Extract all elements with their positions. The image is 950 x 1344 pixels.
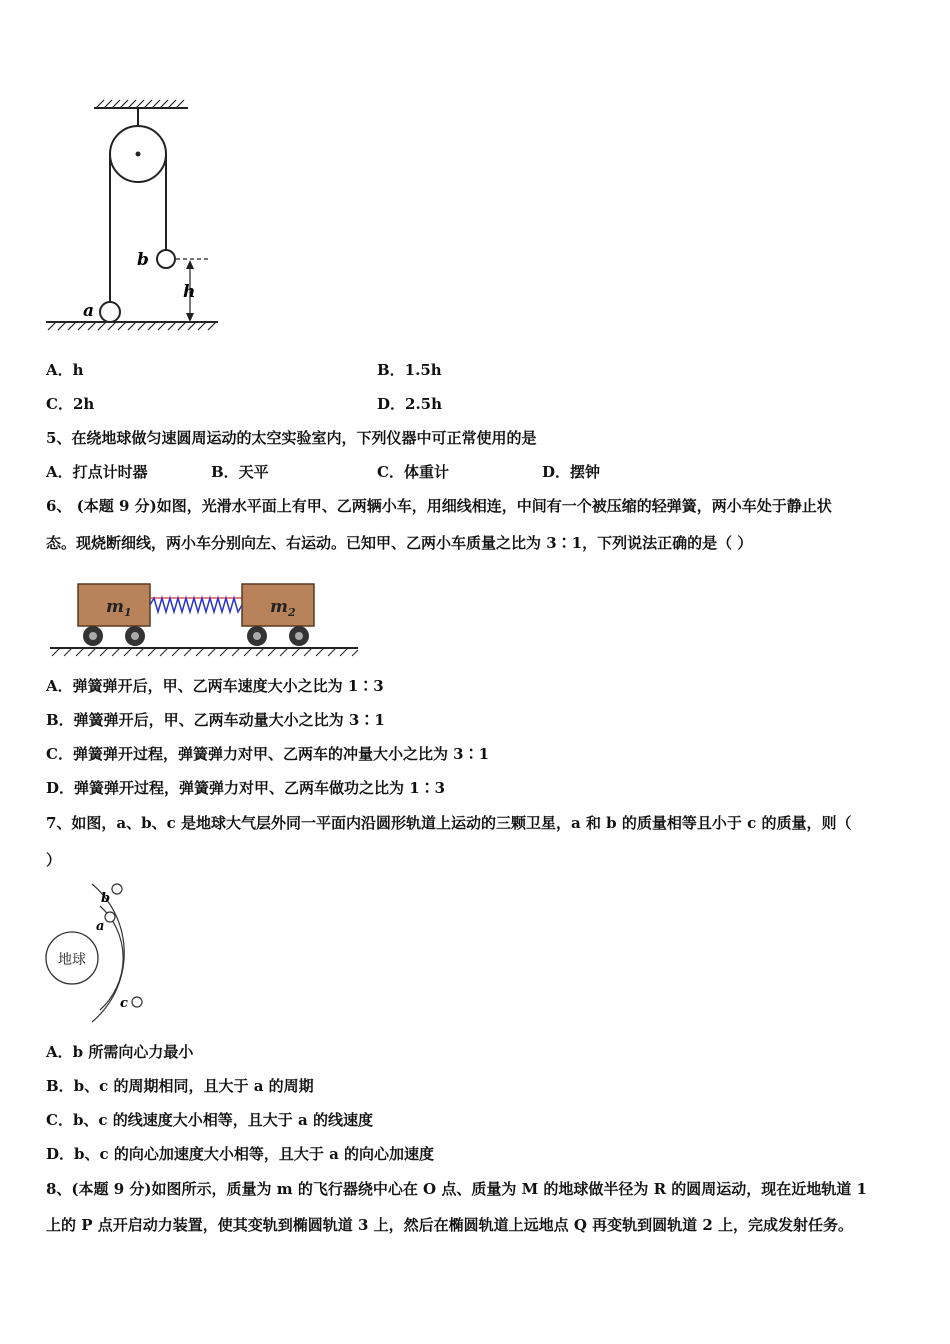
label-m1-sub: 1 — [124, 606, 132, 619]
q4-option-a: A．h — [46, 361, 84, 379]
carts-figure — [44, 572, 364, 667]
label-c-sat: c — [120, 996, 128, 1011]
label-m2: m — [270, 597, 288, 617]
q7-option-d: D．b、c 的向心加速度大小相等，且大于 a 的向心加速度 — [46, 1145, 435, 1163]
q6-option-b: B．弹簧弹开后，甲、乙两车动量大小之比为 3∶1 — [46, 711, 385, 729]
q5-option-b: B．天平 — [211, 463, 269, 481]
orbits-figure — [40, 876, 180, 1026]
q4-option-b: B．1.5h — [377, 361, 442, 379]
q6-option-a: A．弹簧弹开后，甲、乙两车速度大小之比为 1∶3 — [46, 677, 384, 695]
label-a-sat: a — [96, 919, 105, 934]
q6-stem-line1: 6、 (本题 9 分)如图，光滑水平面上有甲、乙两辆小车，用细线相连，中间有一个被压缩的轻弹簧，两小车处于静止状 — [46, 497, 832, 515]
pulley-figure — [40, 90, 240, 340]
label-b: b — [137, 250, 149, 270]
q5-stem: 5、在绕地球做匀速圆周运动的太空实验室内，下列仪器中可正常使用的是 — [46, 429, 537, 447]
q4-option-d: D．2.5h — [377, 395, 443, 413]
q7-option-b: B．b、c 的周期相同，且大于 a 的周期 — [46, 1077, 314, 1095]
q8-stem-line1: 8、(本题 9 分)如图所示，质量为 m 的飞行器绕中心在 O 点、质量为 M 的地球做半径为 R 的圆周运动，现在近地轨道 1 — [46, 1180, 867, 1198]
q6-option-d: D．弹簧弹开过程，弹簧弹力对甲、乙两车做功之比为 1∶3 — [46, 779, 446, 797]
label-h: h — [183, 282, 196, 302]
q5-option-a: A．打点计时器 — [46, 463, 148, 481]
q4-option-c: C．2h — [46, 395, 95, 413]
q7-option-a: A．b 所需向心力最小 — [46, 1043, 194, 1061]
label-m1: m — [106, 597, 124, 617]
q6-option-c: C．弹簧弹开过程，弹簧弹力对甲、乙两车的冲量大小之比为 3∶1 — [46, 745, 490, 763]
label-a: a — [83, 301, 95, 321]
q7-stem-line1: 7、如图，a、b、c 是地球大气层外同一平面内沿圆形轨道上运动的三颗卫星，a 和 b 的质量相等且小于 c 的质量，则（ — [46, 814, 852, 832]
label-b-sat: b — [101, 891, 111, 906]
earth-label: 地球 — [58, 952, 86, 968]
q7-option-c: C．b、c 的线速度大小相等，且大于 a 的线速度 — [46, 1111, 373, 1129]
q8-stem-line2: 上的 P 点开启动力装置，使其变轨到椭圆轨道 3 上，然后在椭圆轨道上远地点 Q 再变轨到圆轨道 2 上，完成发射任务。 — [46, 1216, 854, 1234]
q6-stem-line2: 态。现烧断细线，两小车分别向左、右运动。已知甲、乙两小车质量之比为 3∶1，下列说法正确的是（ ） — [46, 534, 753, 552]
q5-option-d: D．摆钟 — [542, 463, 601, 481]
q7-stem-line2: ） — [46, 851, 62, 869]
q5-option-c: C．体重计 — [377, 463, 449, 481]
label-m2-sub: 2 — [288, 606, 296, 619]
